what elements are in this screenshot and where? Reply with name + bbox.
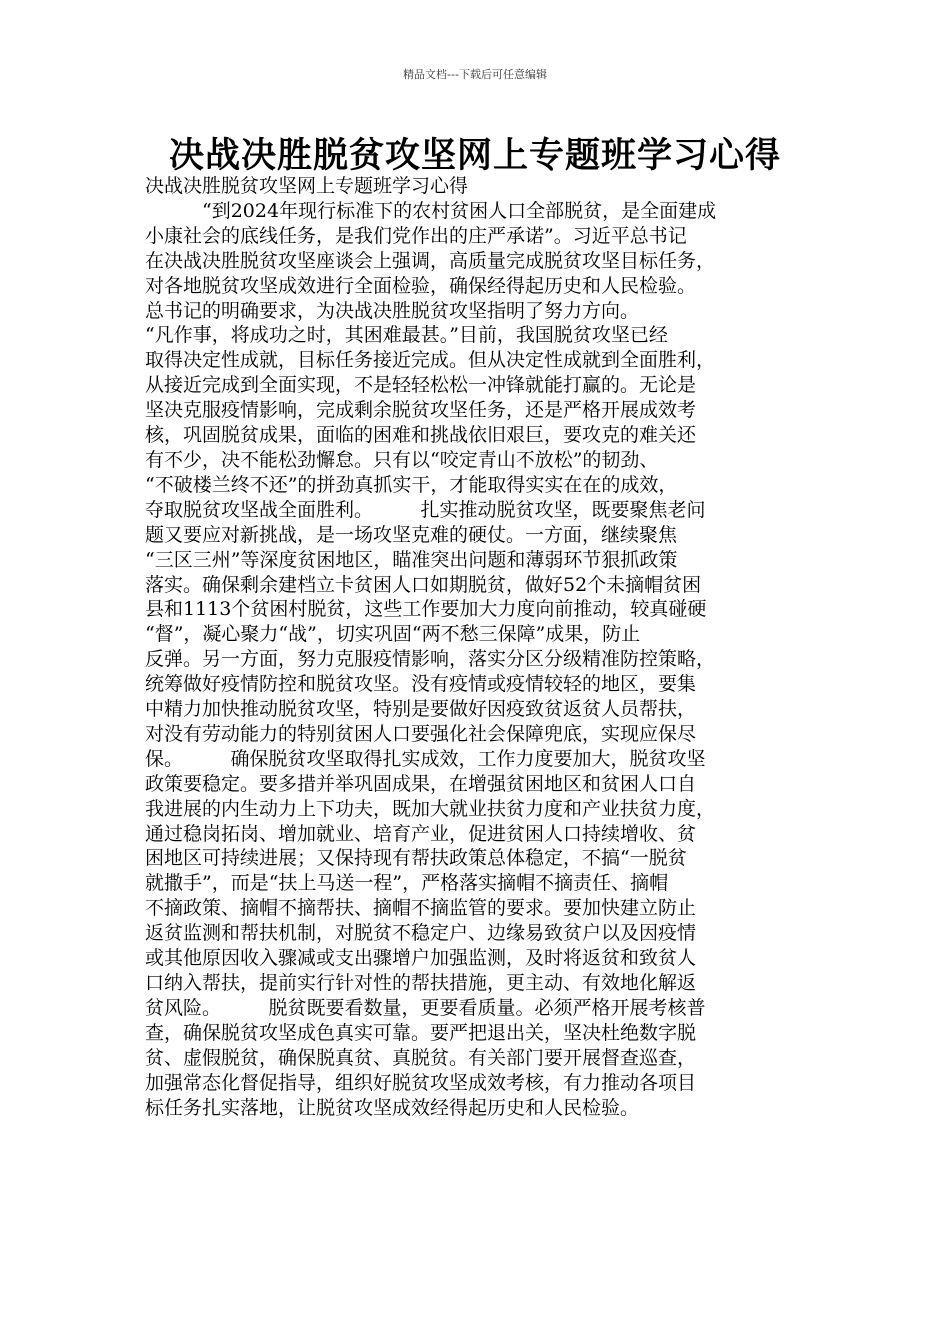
body-line: “三区三州”等深度贫困地区，瞄准突出问题和薄弱环节狠抓政策 [145,548,678,571]
body-line: 困地区可持续进展；又保持现有帮扶政策总体稳定，不搞“一脱贫 [145,847,687,870]
body-line: 查，确保脱贫攻坚成色真实可靠。要严把退出关，坚决杜绝数字脱 [145,1021,697,1044]
body-line: 落实。确保剩余建档立卡贫困人口如期脱贫，做好52个未摘帽贫困 [145,573,702,596]
body-line: 不摘政策、摘帽不摘帮扶、摘帽不摘监管的要求。要加快建立防止 [145,897,697,920]
body-line: 坚决克服疫情影响，完成剩余脱贫攻坚任务，还是严格开展成效考 [145,399,697,422]
body-line: 保。 确保脱贫攻坚取得扎实成效，工作力度要加大，脱贫攻坚 [145,747,706,770]
body-line: “到2024年现行标准下的农村贫困人口全部脱贫，是全面建成 [145,199,717,222]
body-line: 取得决定性成就，目标任务接近完成。但从决定性成就到全面胜利， [145,349,716,372]
body-line: 中精力加快推动脱贫攻坚，特别是要做好因疫致贫返贫人员帮扶， [145,698,697,721]
body-line: 县和1113个贫困村脱贫，这些工作要加大力度向前推动，较真碰硬 [145,598,707,621]
body-line: 反弹。另一方面，努力克服疫情影响，落实分区分级精准防控策略， [145,648,716,671]
body-line: “凡作事，将成功之时，其困难最甚。”目前，我国脱贫攻坚已经 [145,324,668,347]
body-line: 贫风险。 脱贫既要看数量，更要看质量。必须严格开展考核普 [145,996,706,1019]
body-line: 在决战决胜脱贫攻坚座谈会上强调，高质量完成脱贫攻坚目标任务， [145,249,716,272]
body-line: “督”，凝心聚力“战”，切实巩固“两不愁三保障”成果，防止 [145,623,641,646]
body-line: 统筹做好疫情防控和脱贫攻坚。没有疫情或疫情较轻的地区，要集 [145,673,697,696]
body-line: 或其他原因收入骤减或支出骤增户加强监测，及时将返贫和致贫人 [145,947,697,970]
body-line: 有不少，决不能松劲懈怠。只有以“咬定青山不放松”的韧劲、 [145,448,659,471]
body-line: 决战决胜脱贫攻坚网上专题班学习心得 [145,175,469,197]
body-line: 加强常态化督促指导，组织好脱贫攻坚成效考核，有力推动各项目 [145,1071,697,1094]
body-line: 返贫监测和帮扶机制，对脱贫不稳定户、边缘易致贫户以及因疫情 [145,922,697,945]
body-line: 题又要应对新挑战，是一场攻坚克难的硬仗。一方面，继续聚焦 [145,523,678,546]
body-line: 核，巩固脱贫成果，面临的困难和挑战依旧艰巨，要攻克的难关还 [145,424,697,447]
body-line: 小康社会的底线任务，是我们党作出的庄严承诺”。习近平总书记 [145,224,687,247]
body-line: 口纳入帮扶，提前实行针对性的帮扶措施，更主动、有效地化解返 [145,972,697,994]
header-note: 精品文档---下载后可任意编辑 [403,68,547,81]
body-line: 政策要稳定。要多措并举巩固成果，在增强贫困地区和贫困人口自 [145,772,697,795]
body-line: 总书记的明确要求，为决战决胜脱贫攻坚指明了努力方向。 [145,299,640,322]
body-line: 对各地脱贫攻坚成效进行全面检验，确保经得起历史和人民检验。 [145,274,697,297]
body-line: 对没有劳动能力的特别贫困人口要强化社会保障兜底，实现应保尽 [145,722,697,745]
body-line: 贫、虚假脱贫，确保脱真贫、真脱贫。有关部门要开展督查巡查， [145,1046,697,1069]
body-line: “不破楼兰终不还”的拼劲真抓实干，才能取得实实在在的成效， [145,473,678,496]
body-line: 标任务扎实落地，让脱贫攻坚成效经得起历史和人民检验。 [145,1096,640,1119]
body-line: 我进展的内生动力上下功夫，既加大就业扶贫力度和产业扶贫力度， [145,797,716,820]
document-title: 决战决胜脱贫攻坚网上专题班学习心得 [168,136,781,176]
body-line: 通过稳岗拓岗、增加就业、培育产业，促进贫困人口持续增收、贫 [145,822,697,845]
body-line: 从接近完成到全面实现，不是轻轻松松一冲锋就能打赢的。无论是 [145,374,697,397]
document-body [145,174,815,1120]
body-line: 就撒手”，而是“扶上马送一程”，严格落实摘帽不摘责任、摘帽 [145,872,669,895]
body-line: 夺取脱贫攻坚战全面胜利。 扎实推动脱贫攻坚，既要聚焦老问 [145,498,706,521]
